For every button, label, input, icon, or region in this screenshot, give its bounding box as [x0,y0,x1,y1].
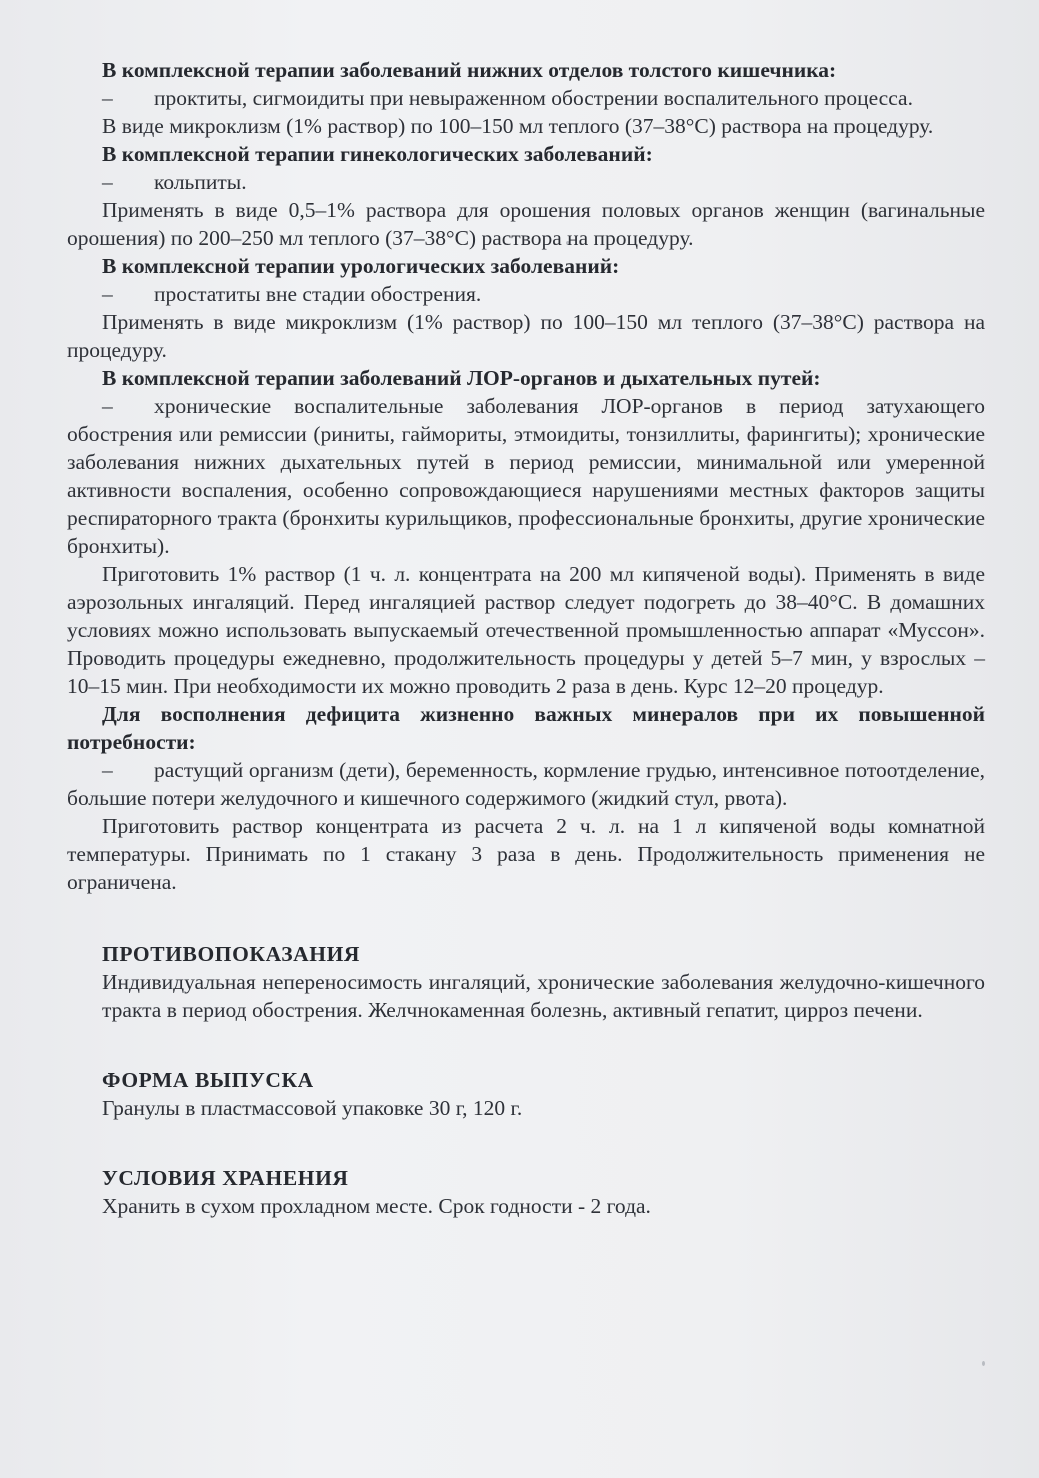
indication-text: растущий организм (дети), беременность, кормление грудью, интенсивное потоотделение, большие потери желудочного и кишечного содержимого (жидкий стул, рвота). [67,758,985,810]
release-form-text: Гранулы в пластмассовой упаковке 30 г, 120 г. [102,1096,523,1120]
dash-marker: – [102,758,113,782]
indication-text: хронические воспалительные заболевания ЛОР-органов в период затухающего обострения или ремиссии (риниты, гаймориты, этмоидиты, тонзиллиты, фарингиты); хронические заболевания нижних дыхательных путей в период ремиссии, минимальной или умеренной активности воспаления, особенно сопровождающиеся нарушениями местных факторов защиты респираторного тракта (бронхиты курильщиков, профессиональные бронхиты, другие хронические бронхиты). [67,394,985,558]
dash-marker: – [102,282,113,306]
storage-title: УСЛОВИЯ ХРАНЕНИЯ [102,1166,349,1190]
usage-instruction: Приготовить раствор концентрата из расчета 2 ч. л. на 1 л кипяченой воды комнатной температуры. Принимать по 1 стакану 3 раза в день. Продолжительность применения не ограничена. [67,814,985,894]
indication-item [67,756,985,812]
indication-text: простатиты вне стадии обострения. [154,282,482,306]
storage-text: Хранить в сухом прохладном месте. Срок годности - 2 года. [102,1194,651,1218]
dash-marker: – [102,170,113,194]
document-body [67,56,985,1220]
contraindications-section [67,940,985,1024]
dash-marker: – [102,394,113,418]
storage-section [67,1164,985,1220]
contraindications-text: Индивидуальная непереносимость ингаляций, хронические заболевания желудочно-кишечного тракта в период обострения. Желчнокаменная болезнь, активный гепатит, цирроз печени. [102,970,985,1022]
section-heading-urology: В комплексной терапии урологических заболеваний: [102,254,620,278]
section-heading-colon: В комплексной терапии заболеваний нижних отделов толстого кишечника: [102,58,837,82]
release-form-title: ФОРМА ВЫПУСКА [102,1068,314,1092]
usage-instruction: Применять в виде микроклизм (1% раствор) по 100–150 мл теплого (37–38°С) раствора на процедуру. [67,310,985,362]
usage-instruction: Применять в виде 0,5–1% раствора для орошения половых органов женщин (вагинальные орошения) по 200–250 мл теплого (37–38°С) раствора на процедуру. [67,198,985,250]
release-form-section [67,1066,985,1122]
section-heading-ent: В комплексной терапии заболеваний ЛОР-органов и дыхательных путей: [102,366,821,390]
indication-item [67,392,985,560]
indication-item [67,280,985,308]
indication-text: кольпиты. [154,170,247,194]
indication-text: проктиты, сигмоидиты при невыраженном обострении воспалительного процесса. [154,86,913,110]
dash-marker: – [102,86,113,110]
scan-speck [982,1361,985,1366]
section-heading-minerals: Для восполнения дефицита жизненно важных минералов при их повышенной потребности: [67,702,985,754]
usage-instruction: Приготовить 1% раствор (1 ч. л. концентрата на 200 мл кипяченой воды). Применять в виде аэрозольных ингаляций. Перед ингаляцией раствор следует подогреть до 38–40°С. В домашних условиях можно использовать выпускаемый отечественной промышленностью аппарат «Муссон». Проводить процедуры ежедневно, продолжительность процедуры у детей 5–7 мин, у взрослых – 10–15 мин. При необходимости их можно проводить 2 раза в день. Курс 12–20 процедур. [67,562,985,698]
section-heading-gynecology: В комплексной терапии гинекологических заболеваний: [102,142,653,166]
indication-item [67,84,985,112]
usage-instruction: В виде микроклизм (1% раствор) по 100–150 мл теплого (37–38°С) раствора на процедуру. [102,114,934,138]
indication-item [67,168,985,196]
contraindications-title: ПРОТИВОПОКАЗАНИЯ [102,942,361,966]
